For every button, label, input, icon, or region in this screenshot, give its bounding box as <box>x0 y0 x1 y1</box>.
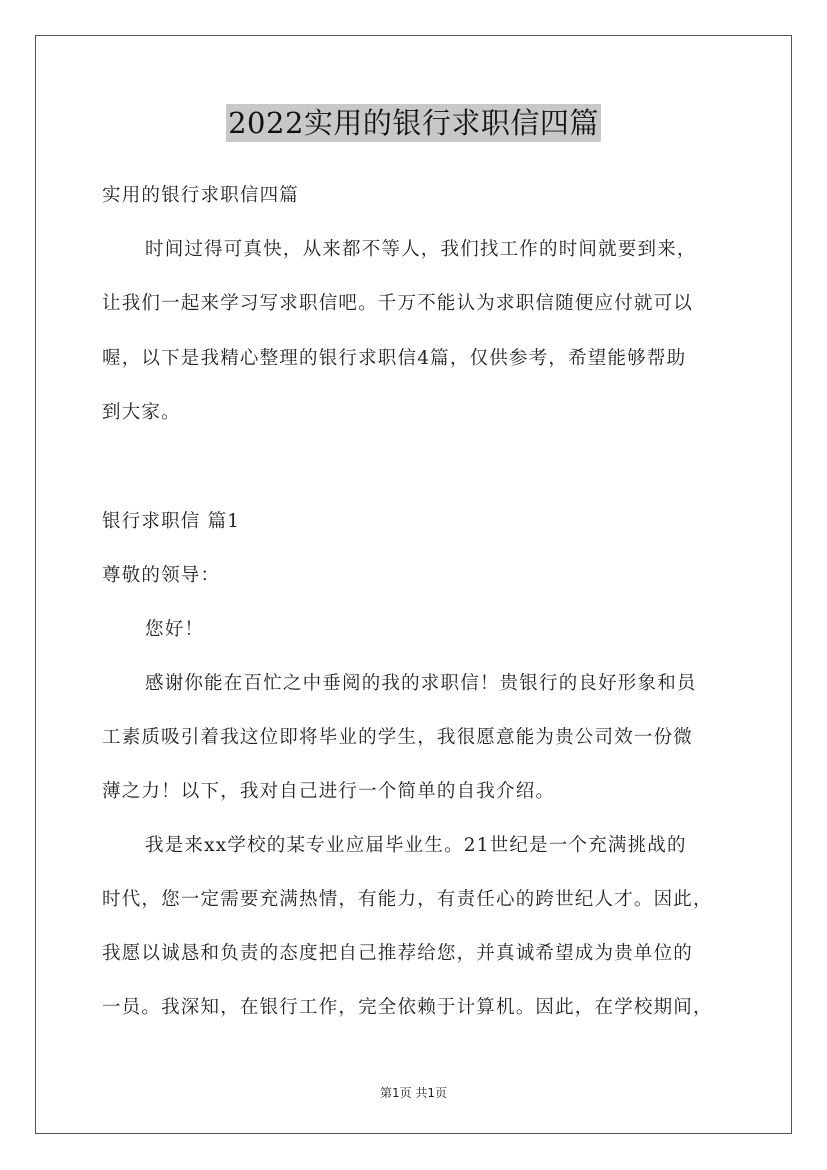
paragraph-line: 我是来xx学校的某专业应届毕业生。21世纪是一个充满挑战的 <box>145 835 687 856</box>
paragraph-line: 我愿以诚恳和负责的态度把自己推荐给您，并真诚希望成为贵单位的 <box>102 943 694 964</box>
paragraph-line: 让我们一起来学习写求职信吧。千万不能认为求职信随便应付就可以 <box>102 293 694 314</box>
page-number-footer: 第1页 共1页 <box>379 1086 448 1100</box>
paragraph-line: 一员。我深知，在银行工作，完全依赖于计算机。因此，在学校期间， <box>102 997 713 1018</box>
subtitle-line: 实用的银行求职信四篇 <box>102 185 300 206</box>
title-container <box>0 104 827 142</box>
paragraph-line: 薄之力！以下，我对自己进行一个简单的自我介绍。 <box>102 781 556 802</box>
paragraph-line: 工素质吸引着我这位即将毕业的学生，我很愿意能为贵公司效一份微 <box>102 727 694 748</box>
section-heading: 银行求职信 篇1 <box>102 511 241 532</box>
paragraph-line: 时代，您一定需要充满热情，有能力，有责任心的跨世纪人才。因此， <box>102 889 713 910</box>
paragraph-line: 时间过得可真快，从来都不等人，我们找工作的时间就要到来， <box>145 239 697 260</box>
paragraph-line: 感谢你能在百忙之中垂阅的我的求职信！贵银行的良好形象和员 <box>145 673 697 694</box>
paragraph-line: 喔，以下是我精心整理的银行求职信4篇，仅供参考，希望能够帮助 <box>102 348 687 369</box>
paragraph-line: 到大家。 <box>102 402 181 423</box>
salutation: 尊敬的领导： <box>102 565 221 586</box>
document-title: 2022实用的银行求职信四篇 <box>228 106 599 140</box>
greeting: 您好！ <box>145 619 205 640</box>
